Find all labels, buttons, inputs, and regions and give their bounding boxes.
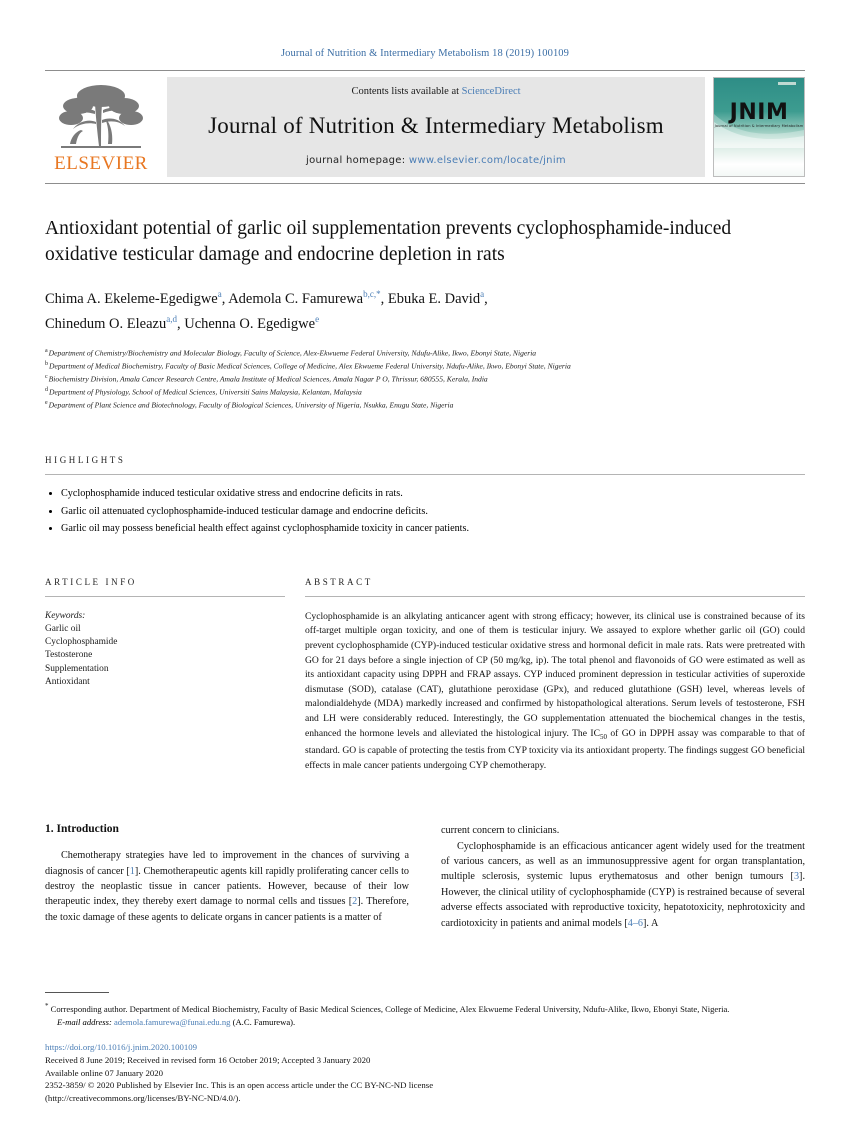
intro-paragraph-right	[441, 839, 805, 931]
affiliation-mark: c	[45, 373, 48, 380]
elsevier-tree-icon	[51, 80, 151, 152]
author-item	[45, 313, 185, 332]
affiliation-item	[45, 385, 805, 398]
intro-left-text-b: ]. Chemotherapeutic agents kill rapidly proliferating cancer cells to destroy the neoplastic tissue in cancer patients. However, because of their low therapeutic index, they thereby exert damage to normal cells and tissues [	[45, 865, 409, 908]
elsevier-wordmark: ELSEVIER	[54, 153, 148, 174]
author-affil-marks: a	[217, 289, 222, 299]
author-name: Ademola C. Famurewa	[228, 290, 364, 307]
author-sep: ,	[484, 290, 488, 307]
intro-right-text-b: ]. However, the clinical utility of cyclophosphamide (CYP) is restrained because of several adverse effects associated with reproductive toxicity, hepatotoxicity, nephrotoxicity and cardiotoxicity in patients and animal models [	[441, 871, 805, 929]
affiliation-mark: b	[45, 360, 48, 367]
author-item	[228, 291, 388, 307]
email-note	[45, 1016, 805, 1029]
body-column-right	[441, 823, 805, 931]
author-name: Chima A. Ekeleme-Egedigwe	[45, 290, 218, 307]
keyword-item: Cyclophosphamide	[45, 637, 118, 648]
citation-ref[interactable]: 4–6	[627, 917, 644, 929]
affiliation-item	[45, 372, 805, 385]
author-affil-marks: e	[315, 313, 320, 324]
affiliation-mark: d	[45, 387, 48, 394]
masthead-center-panel	[167, 77, 705, 177]
available-online-date: Available online 07 January 2020	[45, 1067, 164, 1078]
keyword-item: Garlic oil	[45, 623, 81, 634]
affiliation-mark: a	[45, 347, 48, 354]
journal-homepage-line	[306, 155, 566, 166]
email-label: E-mail address:	[57, 1017, 112, 1028]
affiliation-mark: e	[45, 400, 48, 407]
homepage-prefix: journal homepage:	[306, 155, 409, 166]
author-name: Uchenna O. Egedigwe	[184, 315, 316, 332]
highlight-item: • Garlic oil attenuated cyclophosphamide-induced testicular damage and endocrine deficits.	[61, 504, 805, 520]
sciencedirect-link[interactable]: ScienceDirect	[461, 86, 521, 97]
homepage-link[interactable]: www.elsevier.com/locate/jnim	[408, 155, 566, 166]
affiliation-text: Department of Medical Biochemistry, Faculty of Basic Medical Sciences, College of Medicine, Alex Ekwueme Federal University, Ndufu-Alike, Ikwo, Ebonyi State, Nigeria	[49, 361, 571, 371]
contents-prefix: Contents lists available at	[351, 86, 462, 97]
keyword-item: Supplementation	[45, 663, 109, 674]
citation-ref[interactable]: 3	[793, 871, 800, 883]
highlights-label: HIGHLIGHTS	[45, 455, 126, 466]
cover-journal-abbrev: JNIM	[729, 100, 789, 125]
affiliation-text: Department of Physiology, School of Medical Sciences, Universiti Sains Malaysia, Kelantan, Malaysia	[49, 387, 362, 397]
email-address-link[interactable]: ademola.famurewa@funai.edu.ng	[113, 1017, 231, 1028]
citation-ref[interactable]: 1	[129, 865, 135, 877]
masthead-top-rule	[45, 70, 805, 71]
affiliation-text: Department of Plant Science and Biotechnology, Faculty of Biological Sciences, University of Nigeria, Nsukka, Enugu State, Nigeria	[48, 400, 454, 410]
affiliation-item	[45, 398, 805, 411]
highlight-item: • Garlic oil may possess beneficial health effect against cyclophosphamide toxicity in cancer patients.	[61, 521, 805, 537]
elsevier-logo	[45, 77, 157, 177]
body-columns	[45, 823, 805, 931]
author-sep: ,	[380, 290, 388, 307]
keyword-item: Testosterone	[45, 650, 93, 661]
intro-paragraph-left	[45, 848, 409, 925]
author-affil-marks: a	[480, 289, 485, 299]
journal-cover-thumbnail	[713, 77, 805, 177]
footnote-rule	[45, 992, 109, 993]
keywords-block	[45, 610, 285, 689]
citation-ref[interactable]: 2	[352, 896, 358, 908]
abstract-part-2: of GO in DPPH assay was comparable to that of standard. GO is capable of protecting the testis from CYP toxicity via its antioxidant property. The findings suggest GO beneficial effects in male cancer patients undergoing CYP chemotherapy.	[305, 727, 806, 771]
author-item	[45, 291, 228, 307]
page-footer	[45, 992, 805, 1105]
corresponding-text: Corresponding author. Department of Medical Biochemistry, Faculty of Basic Medical Sciences, College of Medicine, Alex Ekwueme Federal University, Ndufu-Alike, Ikwo, Ebonyi State, Nigeria.	[48, 1003, 730, 1014]
section-heading-introduction: 1. Introduction	[45, 823, 119, 836]
abstract-rule	[305, 596, 805, 597]
info-and-abstract	[45, 577, 805, 773]
affiliation-item	[45, 359, 805, 372]
journal-masthead	[45, 77, 805, 177]
corresponding-author-note	[45, 1000, 805, 1015]
running-head: Journal of Nutrition & Intermediary Metabolism 18 (2019) 100109	[281, 48, 569, 59]
highlights-list	[45, 486, 805, 537]
journal-title: Journal of Nutrition & Intermediary Metabolism	[208, 113, 664, 138]
license-line-1: 2352-3859/ © 2020 Published by Elsevier Inc. This is an open access article under the CC BY-NC-ND license	[45, 1080, 434, 1091]
author-name: Ebuka E. David	[387, 290, 481, 307]
keyword-item: Antioxidant	[45, 676, 90, 687]
author-item	[184, 313, 320, 332]
contents-available-line	[351, 86, 520, 97]
body-column-left	[45, 823, 409, 931]
author-item	[388, 291, 488, 307]
article-info-column	[45, 577, 305, 773]
cover-journal-fulltitle: Journal of Nutrition & Intermediary Metabolism	[714, 124, 804, 128]
abstract-ic50-subscript: 50	[599, 732, 607, 741]
article-title: Antioxidant potential of garlic oil supplementation prevents cyclophosphamide-induced oxidative testicular damage and endocrine depletion in rats	[45, 218, 732, 265]
intro-paragraph-continued: current concern to clinicians.	[441, 825, 560, 837]
license-line-2: (http://creativecommons.org/licenses/BY-NC-ND/4.0/).	[45, 1093, 241, 1104]
intro-left-text-a: Chemotherapy strategies have led to improvement in the chances of surviving a diagnosis of cancer [	[45, 850, 409, 877]
intro-right-text-a: Cyclophosphamide is an efficacious anticancer agent widely used for the treatment of various cancers, as well as an immunosuppressive agent for organ transplantation, multiple sclerosis, systemic lupus erythematosus and other benign tumours [	[441, 840, 805, 883]
highlights-rule	[45, 474, 805, 475]
affiliation-text: Department of Chemistry/Biochemistry and Molecular Biology, Faculty of Science, Alex-Ekwueme Federal University, Ndufu-Alike, Ikwo, Ebonyi State, Nigeria	[48, 348, 537, 358]
cover-top-tick	[778, 82, 796, 85]
abstract-text	[305, 610, 805, 773]
author-affil-marks: a,d	[166, 313, 177, 324]
affiliation-text: Biochemistry Division, Amala Cancer Research Centre, Amala Institute of Medical Sciences, Amala Nagar P O, Thrissur, 680555, Kerala, India	[48, 374, 488, 384]
author-sep: ,	[176, 315, 185, 332]
intro-right-text-c: ]. A	[643, 917, 659, 929]
affiliation-list	[45, 346, 805, 412]
highlight-item: • Cyclophosphamide induced testicular oxidative stress and endocrine deficits in rats.	[61, 486, 805, 502]
author-name: Chinedum O. Eleazu	[45, 315, 167, 332]
article-info-rule	[45, 596, 285, 597]
received-dates: Received 8 June 2019; Received in revised form 16 October 2019; Accepted 3 January 2020	[45, 1054, 371, 1065]
article-info-label: ARTICLE INFO	[45, 576, 137, 587]
email-suffix: (A.C. Famurewa).	[230, 1017, 296, 1028]
highlights-section	[45, 455, 805, 537]
abstract-column	[305, 577, 805, 773]
abstract-part-1: Cyclophosphamide is an alkylating anticancer agent with strong efficacy; however, its clinical use is constrained because of its off-target multiple organ toxicity, and one of them is testicular injury. We assayed to explore whether garlic oil (GO) could prevent cyclophosphamide (CYP)-induced testicular oxidative stress and hormonal deficit in male rats. Rats were pretreated with GO for 21 days before a single injection of CP (50 mg/kg, ip). The total phenol and flavonoids of GO were estimated as well as its antioxidant capacity using DPPH and FRAP assays. CYP induced prominent depression in testicular activities of superoxide dismutase (SOD), catalase (CAT), glutathione peroxidase (GPx), and reduced glutathione (GSH) level, whereas levels of malondialdehyde (MDA) markedly increased and confirmed by histopathological alterations. Serum levels of testosterone, FSH and LH were considerably reduced. Interestingly, the GO supplementation attenuated the biochemical changes in the testis, enhanced the hormone levels and alleviated the histological injury. The IC	[305, 610, 805, 739]
author-affil-marks: b,c,*	[363, 289, 381, 299]
author-list	[45, 284, 805, 334]
doi-link[interactable]: https://doi.org/10.1016/j.jnim.2020.100109	[45, 1042, 198, 1053]
keywords-label: Keywords:	[45, 610, 86, 621]
affiliation-item	[45, 346, 805, 359]
intro-left-text-c: ]. Therefore, the toxic damage of these agents to delicate organs in cancer patients is a matter of	[45, 896, 409, 923]
corresponding-mark: *	[45, 1001, 49, 1010]
abstract-label: ABSTRACT	[305, 576, 373, 587]
masthead-bottom-rule	[45, 183, 805, 184]
author-sep: ,	[221, 290, 229, 307]
